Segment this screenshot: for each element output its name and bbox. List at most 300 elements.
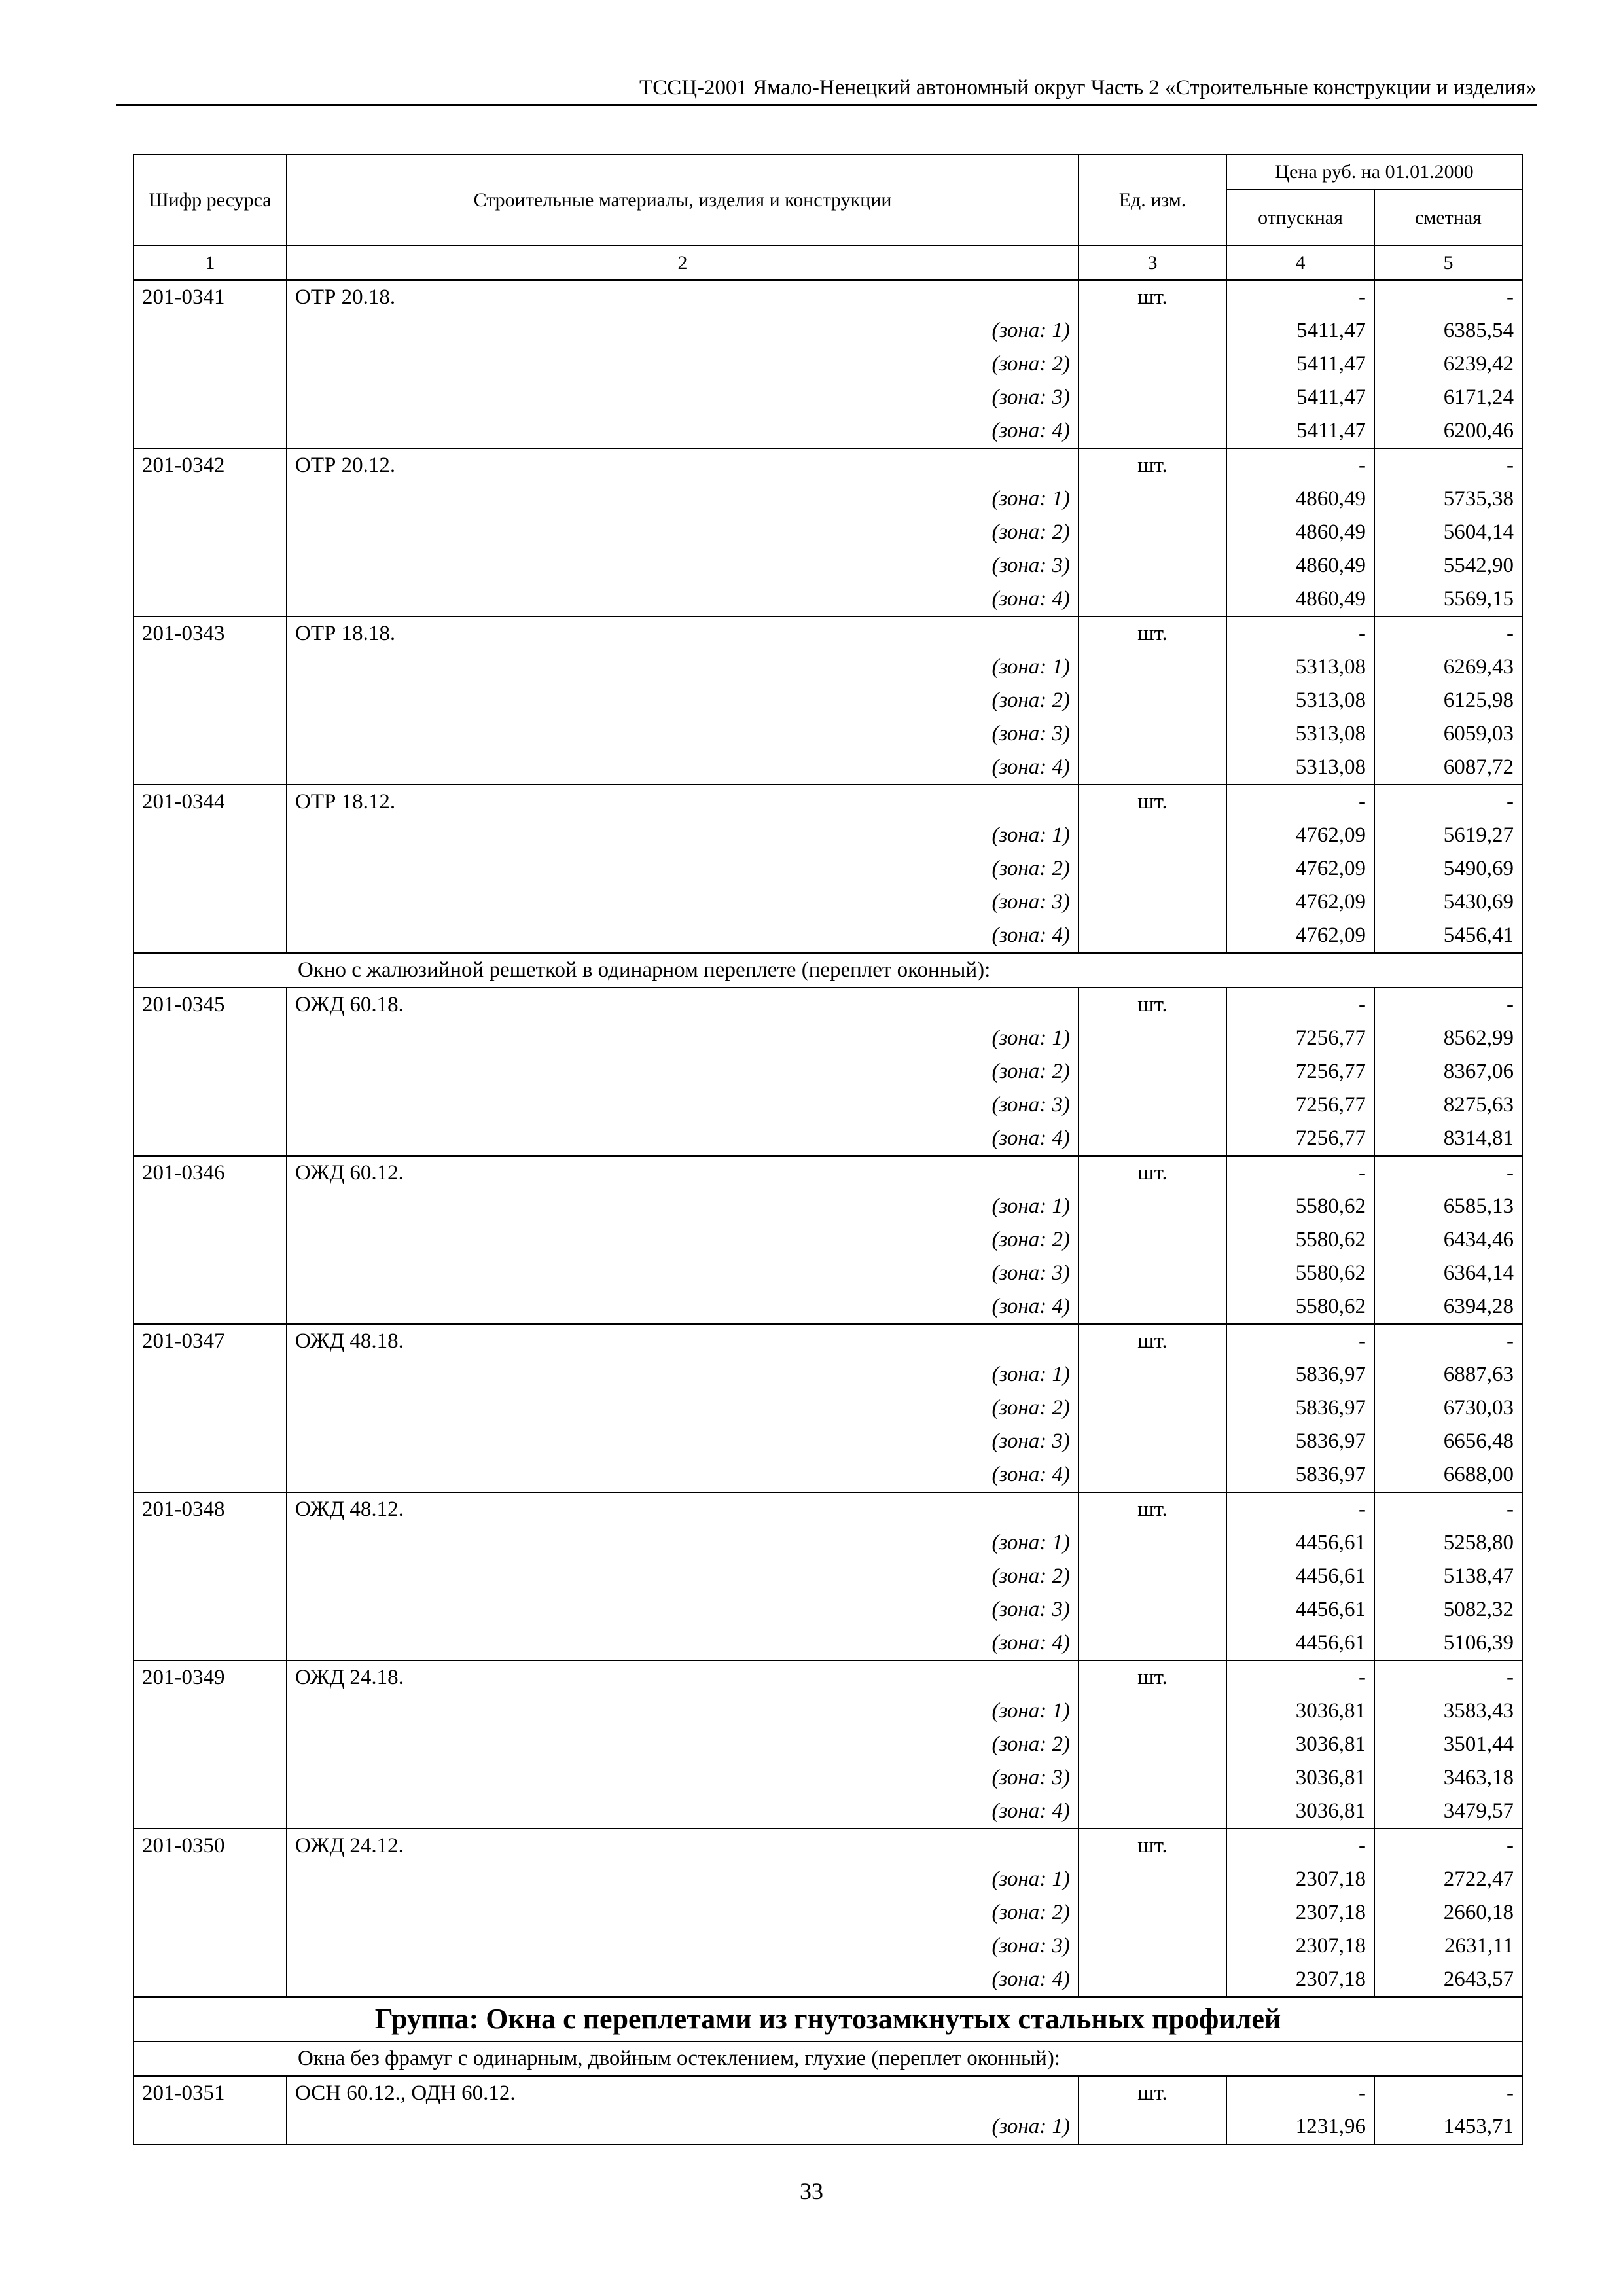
zone-label: (зона: 2): [287, 1223, 1079, 1257]
zone-row: [134, 1290, 1522, 1324]
unit-empty: [1079, 1626, 1226, 1660]
release-price: -: [1226, 448, 1374, 482]
unit-empty: [1079, 886, 1226, 919]
zone-label: (зона: 3): [287, 1593, 1079, 1626]
zone-row: [134, 2110, 1522, 2144]
unit-empty: [1079, 717, 1226, 751]
zone-row: [134, 819, 1522, 852]
zone-label: (зона: 3): [287, 1257, 1079, 1290]
unit: шт.: [1079, 1829, 1226, 1863]
estimate-price: 5735,38: [1374, 482, 1522, 516]
release-price: -: [1226, 1492, 1374, 1526]
estimate-price: 3479,57: [1374, 1795, 1522, 1829]
zone-label: (зона: 2): [287, 516, 1079, 549]
estimate-price: 6125,98: [1374, 684, 1522, 717]
zone-row: [134, 583, 1522, 617]
zone-label: (зона: 4): [287, 919, 1079, 953]
column-header-code: Шифр ресурса: [134, 154, 287, 245]
unit-empty: [1079, 1795, 1226, 1829]
zone-label: (зона: 2): [287, 1055, 1079, 1088]
unit-empty: [1079, 482, 1226, 516]
unit: шт.: [1079, 617, 1226, 651]
resource-code-empty: [134, 1122, 287, 1156]
section-subheading-row: [134, 2041, 1522, 2076]
table-row: [134, 617, 1522, 651]
release-price: -: [1226, 1156, 1374, 1190]
resource-code-empty: [134, 549, 287, 583]
resource-code: 201-0341: [134, 280, 287, 314]
resource-code-empty: [134, 1863, 287, 1896]
resource-code: 201-0344: [134, 785, 287, 819]
zone-label: (зона: 1): [287, 1022, 1079, 1055]
unit-empty: [1079, 549, 1226, 583]
table-row: [134, 1660, 1522, 1695]
release-price: 5313,08: [1226, 684, 1374, 717]
release-price: 2307,18: [1226, 1863, 1374, 1896]
estimate-price: 2722,47: [1374, 1863, 1522, 1896]
unit-empty: [1079, 1257, 1226, 1290]
zone-row: [134, 1358, 1522, 1391]
estimate-price: -: [1374, 988, 1522, 1022]
zone-row: [134, 651, 1522, 684]
zone-row: [134, 1055, 1522, 1088]
item-name: ОТР 20.18.: [287, 280, 1079, 314]
table-row: [134, 1156, 1522, 1190]
table-row: [134, 1324, 1522, 1358]
resource-code-empty: [134, 886, 287, 919]
resource-code: 201-0350: [134, 1829, 287, 1863]
estimate-price: 8314,81: [1374, 1122, 1522, 1156]
unit-empty: [1079, 1695, 1226, 1728]
unit-empty: [1079, 414, 1226, 448]
resource-code-empty: [134, 1458, 287, 1492]
resource-code-empty: [134, 651, 287, 684]
resource-code-empty: [134, 583, 287, 617]
zone-row: [134, 1896, 1522, 1929]
release-price: 4762,09: [1226, 819, 1374, 852]
column-header-unit: Ед. изм.: [1079, 154, 1226, 245]
zone-row: [134, 751, 1522, 785]
release-price: 5313,08: [1226, 751, 1374, 785]
release-price: 3036,81: [1226, 1695, 1374, 1728]
item-name: ОЖД 24.18.: [287, 1660, 1079, 1695]
release-price: -: [1226, 2076, 1374, 2110]
zone-row: [134, 717, 1522, 751]
estimate-price: 6688,00: [1374, 1458, 1522, 1492]
zone-label: (зона: 1): [287, 482, 1079, 516]
zone-row: [134, 1022, 1522, 1055]
estimate-price: 5542,90: [1374, 549, 1522, 583]
unit-empty: [1079, 1088, 1226, 1122]
zone-row: [134, 1223, 1522, 1257]
unit-empty: [1079, 348, 1226, 381]
resource-code-empty: [134, 1929, 287, 1963]
zone-label: (зона: 4): [287, 1626, 1079, 1660]
header-divider: [116, 104, 1537, 106]
zone-row: [134, 516, 1522, 549]
zone-label: (зона: 4): [287, 1458, 1079, 1492]
item-name: ОЖД 48.12.: [287, 1492, 1079, 1526]
unit-empty: [1079, 1526, 1226, 1560]
unit: шт.: [1079, 2076, 1226, 2110]
resource-code-empty: [134, 1695, 287, 1728]
unit-empty: [1079, 1122, 1226, 1156]
release-price: 4762,09: [1226, 919, 1374, 953]
unit-empty: [1079, 1963, 1226, 1997]
resource-code-empty: [134, 1257, 287, 1290]
zone-label: (зона: 4): [287, 1963, 1079, 1997]
zone-row: [134, 1560, 1522, 1593]
unit-empty: [1079, 1358, 1226, 1391]
estimate-price: 8275,63: [1374, 1088, 1522, 1122]
estimate-price: 2631,11: [1374, 1929, 1522, 1963]
unit-empty: [1079, 819, 1226, 852]
estimate-price: 5258,80: [1374, 1526, 1522, 1560]
release-price: 4860,49: [1226, 583, 1374, 617]
zone-row: [134, 1863, 1522, 1896]
zone-label: (зона: 3): [287, 381, 1079, 414]
zone-row: [134, 314, 1522, 348]
unit-empty: [1079, 1863, 1226, 1896]
item-name: ОТР 18.12.: [287, 785, 1079, 819]
resource-code-empty: [134, 1593, 287, 1626]
release-price: -: [1226, 988, 1374, 1022]
resource-code-empty: [134, 1728, 287, 1761]
section-subheading: Окно с жалюзийной решеткой в одинарном переплете (переплет оконный):: [134, 953, 1522, 988]
release-price: -: [1226, 1829, 1374, 1863]
resource-code-empty: [134, 1290, 287, 1324]
release-price: 5411,47: [1226, 414, 1374, 448]
release-price: 3036,81: [1226, 1795, 1374, 1829]
resource-code-empty: [134, 717, 287, 751]
column-number: 3: [1079, 245, 1226, 280]
release-price: 2307,18: [1226, 1896, 1374, 1929]
estimate-price: 6887,63: [1374, 1358, 1522, 1391]
unit-empty: [1079, 516, 1226, 549]
zone-label: (зона: 2): [287, 348, 1079, 381]
estimate-price: 5619,27: [1374, 819, 1522, 852]
column-number: 2: [287, 245, 1079, 280]
release-price: 5580,62: [1226, 1223, 1374, 1257]
estimate-price: 6087,72: [1374, 751, 1522, 785]
resource-code-empty: [134, 1223, 287, 1257]
zone-label: (зона: 3): [287, 1425, 1079, 1458]
release-price: 3036,81: [1226, 1761, 1374, 1795]
unit-empty: [1079, 1055, 1226, 1088]
resource-code-empty: [134, 381, 287, 414]
table-row: [134, 988, 1522, 1022]
section-subheading-row: [134, 953, 1522, 988]
estimate-price: -: [1374, 280, 1522, 314]
estimate-price: 8562,99: [1374, 1022, 1522, 1055]
release-price: -: [1226, 1660, 1374, 1695]
unit-empty: [1079, 1593, 1226, 1626]
group-heading: Группа: Окна с переплетами из гнутозамкнутых стальных профилей: [134, 1997, 1522, 2041]
zone-row: [134, 919, 1522, 953]
estimate-price: -: [1374, 1829, 1522, 1863]
release-price: 3036,81: [1226, 1728, 1374, 1761]
zone-row: [134, 1929, 1522, 1963]
estimate-price: -: [1374, 1324, 1522, 1358]
zone-label: (зона: 4): [287, 1122, 1079, 1156]
unit-empty: [1079, 1425, 1226, 1458]
zone-label: (зона: 1): [287, 1358, 1079, 1391]
release-price: 4860,49: [1226, 482, 1374, 516]
zone-label: (зона: 3): [287, 1761, 1079, 1795]
release-price: 7256,77: [1226, 1088, 1374, 1122]
estimate-price: 6585,13: [1374, 1190, 1522, 1223]
release-price: 5836,97: [1226, 1391, 1374, 1425]
unit-empty: [1079, 1190, 1226, 1223]
zone-row: [134, 1190, 1522, 1223]
estimate-price: 5569,15: [1374, 583, 1522, 617]
resource-code-empty: [134, 414, 287, 448]
release-price: 7256,77: [1226, 1055, 1374, 1088]
unit-empty: [1079, 1896, 1226, 1929]
item-name: ОТР 20.12.: [287, 448, 1079, 482]
resource-code-empty: [134, 819, 287, 852]
estimate-price: -: [1374, 2076, 1522, 2110]
release-price: 4860,49: [1226, 549, 1374, 583]
release-price: 1231,96: [1226, 2110, 1374, 2144]
resource-code: 201-0346: [134, 1156, 287, 1190]
estimate-price: 3501,44: [1374, 1728, 1522, 1761]
resource-code-empty: [134, 1896, 287, 1929]
estimate-price: 6730,03: [1374, 1391, 1522, 1425]
release-price: 4456,61: [1226, 1526, 1374, 1560]
estimate-price: 5456,41: [1374, 919, 1522, 953]
estimate-price: -: [1374, 785, 1522, 819]
zone-label: (зона: 1): [287, 1526, 1079, 1560]
zone-label: (зона: 1): [287, 1190, 1079, 1223]
release-price: 2307,18: [1226, 1929, 1374, 1963]
zone-row: [134, 1728, 1522, 1761]
release-price: 5313,08: [1226, 651, 1374, 684]
section-subheading: Окна без фрамуг с одинарным, двойным остеклением, глухие (переплет оконный):: [134, 2041, 1522, 2076]
zone-row: [134, 1458, 1522, 1492]
column-header-price-group: Цена руб. на 01.01.2000: [1226, 154, 1522, 190]
zone-row: [134, 381, 1522, 414]
resource-code: 201-0351: [134, 2076, 287, 2110]
estimate-price: 6364,14: [1374, 1257, 1522, 1290]
zone-label: (зона: 4): [287, 1290, 1079, 1324]
estimate-price: 6239,42: [1374, 348, 1522, 381]
zone-row: [134, 414, 1522, 448]
zone-label: (зона: 4): [287, 1795, 1079, 1829]
unit: шт.: [1079, 988, 1226, 1022]
zone-label: (зона: 1): [287, 819, 1079, 852]
estimate-price: 8367,06: [1374, 1055, 1522, 1088]
item-name: ОТР 18.18.: [287, 617, 1079, 651]
release-price: 4456,61: [1226, 1626, 1374, 1660]
unit: шт.: [1079, 1156, 1226, 1190]
resource-code-empty: [134, 2110, 287, 2144]
estimate-price: 6434,46: [1374, 1223, 1522, 1257]
estimate-price: 5106,39: [1374, 1626, 1522, 1660]
unit-empty: [1079, 314, 1226, 348]
zone-label: (зона: 1): [287, 2110, 1079, 2144]
resource-code-empty: [134, 1022, 287, 1055]
release-price: 5580,62: [1226, 1190, 1374, 1223]
resource-code-empty: [134, 482, 287, 516]
estimate-price: 2660,18: [1374, 1896, 1522, 1929]
estimate-price: 5138,47: [1374, 1560, 1522, 1593]
resource-code-empty: [134, 314, 287, 348]
zone-row: [134, 1626, 1522, 1660]
release-price: 4860,49: [1226, 516, 1374, 549]
estimate-price: -: [1374, 1660, 1522, 1695]
resource-code-empty: [134, 348, 287, 381]
resource-code-empty: [134, 852, 287, 886]
zone-row: [134, 886, 1522, 919]
zone-label: (зона: 1): [287, 1863, 1079, 1896]
unit-empty: [1079, 583, 1226, 617]
resource-code: 201-0343: [134, 617, 287, 651]
release-price: 7256,77: [1226, 1122, 1374, 1156]
table-row: [134, 280, 1522, 314]
unit-empty: [1079, 651, 1226, 684]
release-price: 4762,09: [1226, 852, 1374, 886]
zone-row: [134, 684, 1522, 717]
resource-code-empty: [134, 1795, 287, 1829]
item-name: ОЖД 24.12.: [287, 1829, 1079, 1863]
resource-code-empty: [134, 1391, 287, 1425]
column-number: 4: [1226, 245, 1374, 280]
zone-label: (зона: 2): [287, 1391, 1079, 1425]
release-price: 5836,97: [1226, 1458, 1374, 1492]
estimate-price: -: [1374, 448, 1522, 482]
zone-row: [134, 482, 1522, 516]
zone-row: [134, 348, 1522, 381]
release-price: 5411,47: [1226, 314, 1374, 348]
resource-code: 201-0342: [134, 448, 287, 482]
estimate-price: 6171,24: [1374, 381, 1522, 414]
zone-label: (зона: 3): [287, 549, 1079, 583]
item-name: ОЖД 60.12.: [287, 1156, 1079, 1190]
zone-label: (зона: 1): [287, 314, 1079, 348]
resource-code-empty: [134, 684, 287, 717]
unit-empty: [1079, 1022, 1226, 1055]
unit-empty: [1079, 1560, 1226, 1593]
column-header-name: Строительные материалы, изделия и конструкции: [287, 154, 1079, 245]
table-row: [134, 1492, 1522, 1526]
zone-label: (зона: 2): [287, 852, 1079, 886]
resource-code-empty: [134, 1560, 287, 1593]
zone-row: [134, 1593, 1522, 1626]
release-price: 5836,97: [1226, 1425, 1374, 1458]
resource-code: 201-0349: [134, 1660, 287, 1695]
estimate-price: 1453,71: [1374, 2110, 1522, 2144]
release-price: -: [1226, 1324, 1374, 1358]
resource-code-empty: [134, 1088, 287, 1122]
unit-empty: [1079, 2110, 1226, 2144]
release-price: 4456,61: [1226, 1560, 1374, 1593]
unit-empty: [1079, 381, 1226, 414]
resource-code: 201-0347: [134, 1324, 287, 1358]
table-row: [134, 2076, 1522, 2110]
zone-row: [134, 1526, 1522, 1560]
estimate-price: 5604,14: [1374, 516, 1522, 549]
zone-row: [134, 1122, 1522, 1156]
price-table: [133, 154, 1523, 2145]
estimate-price: 5430,69: [1374, 886, 1522, 919]
table-row: [134, 448, 1522, 482]
zone-row: [134, 1425, 1522, 1458]
resource-code: 201-0348: [134, 1492, 287, 1526]
page-number: 33: [800, 2178, 823, 2204]
release-price: -: [1226, 280, 1374, 314]
zone-label: (зона: 2): [287, 684, 1079, 717]
zone-label: (зона: 2): [287, 1896, 1079, 1929]
unit-empty: [1079, 1761, 1226, 1795]
unit: шт.: [1079, 1492, 1226, 1526]
unit: шт.: [1079, 1660, 1226, 1695]
release-price: 5411,47: [1226, 348, 1374, 381]
zone-label: (зона: 3): [287, 886, 1079, 919]
zone-label: (зона: 4): [287, 583, 1079, 617]
unit-empty: [1079, 1223, 1226, 1257]
resource-code-empty: [134, 1055, 287, 1088]
table-row: [134, 1829, 1522, 1863]
resource-code-empty: [134, 1526, 287, 1560]
zone-row: [134, 1391, 1522, 1425]
resource-code-empty: [134, 1626, 287, 1660]
release-price: 5836,97: [1226, 1358, 1374, 1391]
running-header: ТССЦ-2001 Ямало-Ненецкий автономный округ Часть 2 «Строительные конструкции и изделия»: [639, 76, 1537, 99]
release-price: -: [1226, 617, 1374, 651]
estimate-price: 6394,28: [1374, 1290, 1522, 1324]
zone-label: (зона: 2): [287, 1560, 1079, 1593]
estimate-price: 5490,69: [1374, 852, 1522, 886]
zone-row: [134, 852, 1522, 886]
release-price: 5411,47: [1226, 381, 1374, 414]
column-number: 5: [1374, 245, 1522, 280]
resource-code: 201-0345: [134, 988, 287, 1022]
zone-row: [134, 1088, 1522, 1122]
unit-empty: [1079, 1728, 1226, 1761]
resource-code-empty: [134, 1190, 287, 1223]
group-heading-row: [134, 1997, 1522, 2041]
zone-row: [134, 1795, 1522, 1829]
table-body: [134, 280, 1522, 2144]
zone-label: (зона: 3): [287, 1929, 1079, 1963]
unit: шт.: [1079, 785, 1226, 819]
unit: шт.: [1079, 280, 1226, 314]
unit-empty: [1079, 1391, 1226, 1425]
estimate-price: 6656,48: [1374, 1425, 1522, 1458]
estimate-price: 6269,43: [1374, 651, 1522, 684]
unit-empty: [1079, 919, 1226, 953]
item-name: ОСН 60.12., ОДН 60.12.: [287, 2076, 1079, 2110]
zone-row: [134, 1963, 1522, 1997]
unit-empty: [1079, 1929, 1226, 1963]
resource-code-empty: [134, 1425, 287, 1458]
zone-label: (зона: 1): [287, 651, 1079, 684]
zone-row: [134, 1761, 1522, 1795]
column-number: 1: [134, 245, 287, 280]
estimate-price: 6385,54: [1374, 314, 1522, 348]
estimate-price: 3583,43: [1374, 1695, 1522, 1728]
estimate-price: 5082,32: [1374, 1593, 1522, 1626]
item-name: ОЖД 48.18.: [287, 1324, 1079, 1358]
unit-empty: [1079, 751, 1226, 785]
resource-code-empty: [134, 751, 287, 785]
estimate-price: 2643,57: [1374, 1963, 1522, 1997]
estimate-price: 3463,18: [1374, 1761, 1522, 1795]
unit: шт.: [1079, 1324, 1226, 1358]
release-price: 2307,18: [1226, 1963, 1374, 1997]
unit-empty: [1079, 1458, 1226, 1492]
